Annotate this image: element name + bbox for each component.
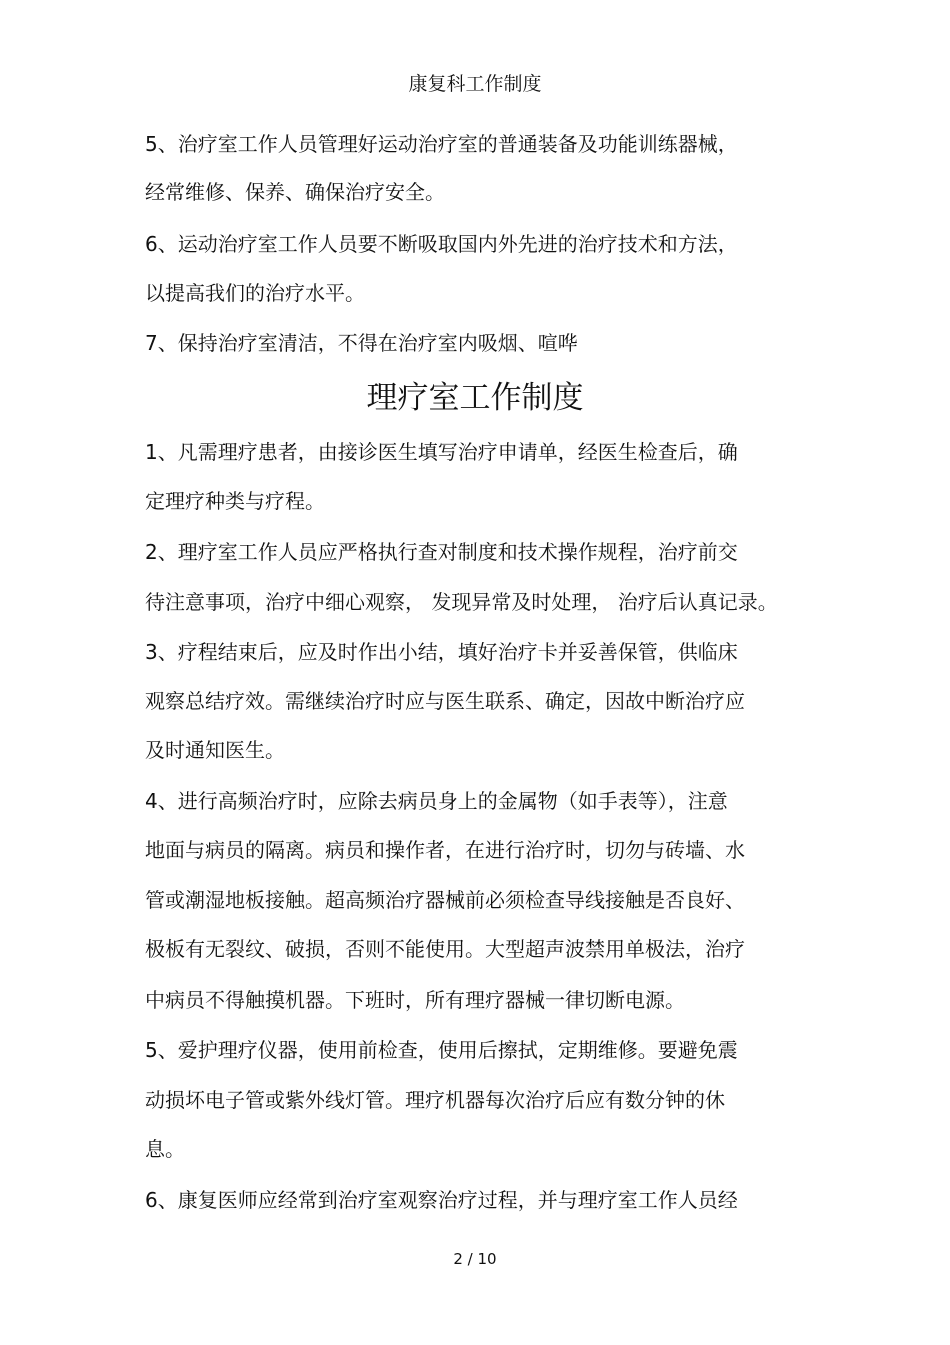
text-line: 1、凡需理疗患者，由接诊医生填写治疗申请单，经医生检查后，确: [145, 440, 738, 464]
text-line: 定理疗种类与疗程。: [145, 489, 325, 513]
page-number: 2 / 10: [453, 1250, 497, 1268]
text-line: 6、运动治疗室工作人员要不断吸取国内外先进的治疗技术和方法，: [145, 232, 738, 256]
text-line: 3、疗程结束后，应及时作出小结，填好治疗卡并妥善保管，供临床: [145, 640, 738, 664]
text-line: 5、治疗室工作人员管理好运动治疗室的普通装备及功能训练器械，: [145, 132, 738, 156]
text-line: 动损坏电子管或紫外线灯管。理疗机器每次治疗后应有数分钟的休: [145, 1088, 725, 1112]
text-line: 4、进行高频治疗时，应除去病员身上的金属物（如手表等），注意: [145, 789, 728, 813]
text-line: 观察总结疗效。需继续治疗时应与医生联系、确定，因故中断治疗应: [145, 689, 745, 713]
text-line: 极板有无裂纹、破损，否则不能使用。大型超声波禁用单极法，治疗: [145, 937, 745, 961]
text-line: 5、爱护理疗仪器，使用前检查，使用后擦拭，定期维修。要避免震: [145, 1038, 738, 1062]
page-header-title: 康复科工作制度: [408, 73, 542, 95]
text-line: 息。: [145, 1137, 185, 1161]
text-line: 管或潮湿地板接触。超高频治疗器械前必须检查导线接触是否良好、: [145, 888, 745, 912]
text-line: 及时通知医生。: [145, 738, 285, 762]
text-line: 经常维修、保养、确保治疗安全。: [145, 180, 445, 204]
text-line: 中病员不得触摸机器。下班时，所有理疗器械一律切断电源。: [145, 988, 685, 1012]
text-line: 以提高我们的治疗水平。: [145, 281, 365, 305]
section-title: 理疗室工作制度: [366, 380, 584, 416]
text-line: 地面与病员的隔离。病员和操作者，在进行治疗时，切勿与砖墙、水: [145, 838, 745, 862]
text-line: 6、康复医师应经常到治疗室观察治疗过程，并与理疗室工作人员经: [145, 1188, 738, 1212]
text-line: 7、保持治疗室清洁，不得在治疗室内吸烟、喧哗: [145, 331, 578, 355]
text-line: 2、理疗室工作人员应严格执行查对制度和技术操作规程，治疗前交: [145, 540, 738, 564]
text-line: 待注意事项，治疗中细心观察， 发现异常及时处理， 治疗后认真记录。: [145, 590, 778, 614]
